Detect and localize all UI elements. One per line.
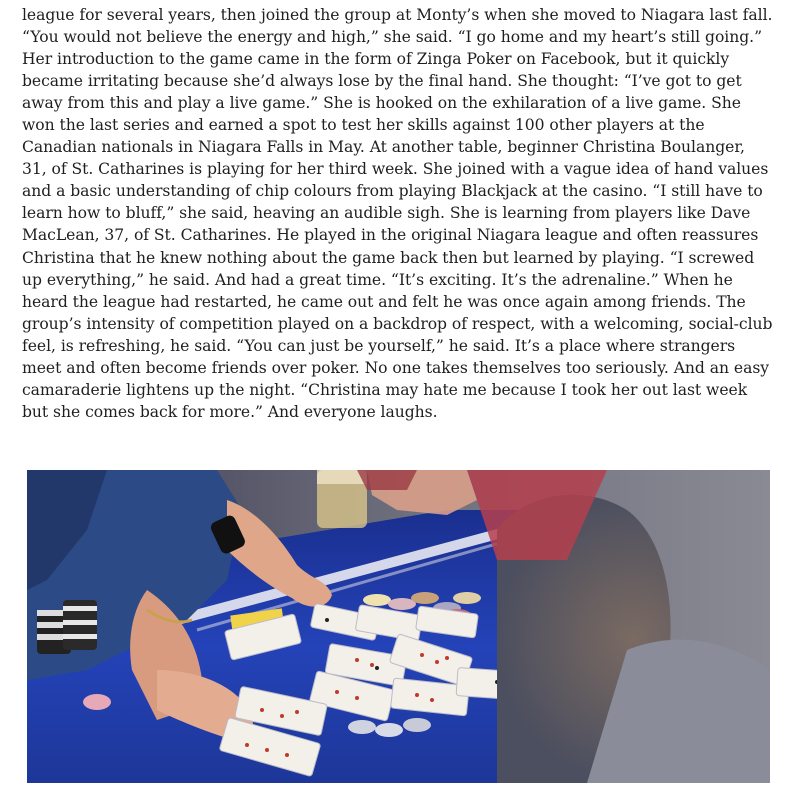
- article: [22, 4, 774, 423]
- chip: [83, 694, 111, 710]
- poker-scene-illustration: [27, 470, 770, 783]
- beer-glass: [317, 470, 367, 528]
- poker-table-photo: [27, 470, 770, 783]
- article-body-text: league for several years, then joined the group at Monty’s when she moved to Niagara last fall. “You would not believe the energy and high,” she said. “I go home and my heart’s still going.” Her introduction to the game came in the form of Zinga Poker on Facebook, but it quickly became irritating because she’d always lose by the final hand. She thought: “I’ve got to get away from this and play a live game.” She is hooked on the exhilaration of a live game. She won the last series and earned a spot to test her skills against 100 other players at the Canadian nationals in Niagara Falls in May. At another table, beginner Christina Boulanger, 31, of St. Catharines is playing for her third week. She joined with a vague idea of hand values and a basic understanding of chip colours from playing Blackjack at the casino. “I still have to learn how to bluff,” she said, heaving an audible sigh. She is learning from players like Dave MacLean, 37, of St. Catharines. He played in the original Niagara league and often reassures Christina that he knew nothing about the game back then but learned by playing. “I screwed up everything,” he said. And had a great time. “It’s exciting. It’s the adrenaline.” When he heard the league had restarted, he came out and felt he was once again among friends. The group’s intensity of competition played on a backdrop of respect, with a welcoming, social-club feel, is refreshing, he said. “You can just be yourself,” he said. It’s a place where strangers meet and often become friends over poker. No one takes themselves too seriously. And an easy camaraderie lightens up the night. “Christina may hate me because I took her out last week but she comes back for more.” And everyone laughs.: [22, 6, 773, 421]
